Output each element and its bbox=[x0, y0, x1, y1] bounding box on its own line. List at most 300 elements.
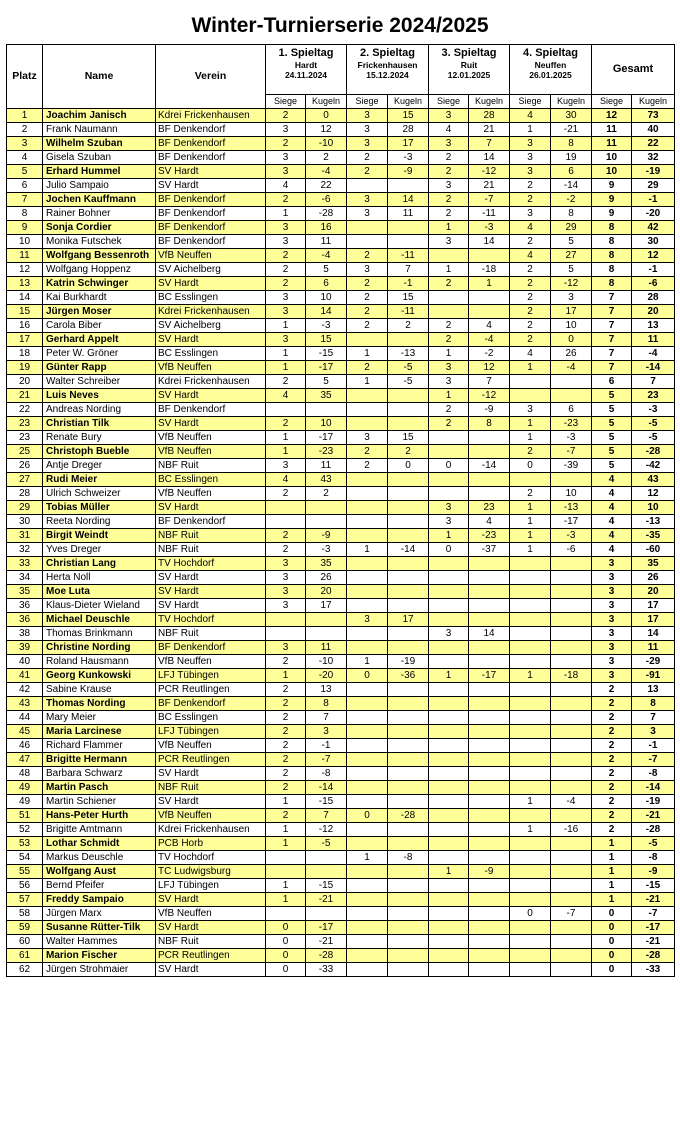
cell-day-siege bbox=[347, 823, 388, 837]
table-header bbox=[7, 45, 675, 109]
cell-day-siege: 1 bbox=[266, 893, 306, 907]
cell-verein: BC Esslingen bbox=[156, 473, 266, 487]
cell-day-kugeln: -18 bbox=[469, 263, 510, 277]
table-row bbox=[7, 781, 675, 795]
cell-total-kugeln: -5 bbox=[632, 417, 675, 431]
day-1-label: 1. Spieltag bbox=[278, 47, 334, 59]
cell-name: Birgit Weindt bbox=[43, 529, 156, 543]
cell-total-siege: 10 bbox=[592, 165, 632, 179]
cell-day-kugeln bbox=[469, 795, 510, 809]
cell-day-siege: 2 bbox=[347, 305, 388, 319]
cell-verein: VfB Neuffen bbox=[156, 431, 266, 445]
cell-verein: NBF Ruit bbox=[156, 529, 266, 543]
cell-day-kugeln bbox=[551, 697, 592, 711]
table-row bbox=[7, 949, 675, 963]
cell-day-kugeln bbox=[306, 907, 347, 921]
header-kugeln: Kugeln bbox=[469, 95, 510, 109]
cell-day-kugeln: 5 bbox=[551, 235, 592, 249]
cell-day-kugeln: -1 bbox=[388, 277, 429, 291]
cell-platz: 22 bbox=[7, 403, 43, 417]
cell-day-kugeln: 20 bbox=[306, 585, 347, 599]
cell-day-siege bbox=[347, 921, 388, 935]
cell-name: Gerhard Appelt bbox=[43, 333, 156, 347]
cell-day-kugeln: -10 bbox=[306, 655, 347, 669]
cell-day-kugeln bbox=[551, 963, 592, 977]
cell-day-kugeln: -36 bbox=[388, 669, 429, 683]
cell-day-kugeln: 12 bbox=[306, 123, 347, 137]
cell-total-siege: 3 bbox=[592, 599, 632, 613]
cell-day-siege: 3 bbox=[266, 291, 306, 305]
cell-day-siege: 2 bbox=[429, 193, 469, 207]
cell-total-siege: 5 bbox=[592, 403, 632, 417]
cell-day-siege: 2 bbox=[266, 417, 306, 431]
cell-platz: 43 bbox=[7, 697, 43, 711]
cell-name: Freddy Sampaio bbox=[43, 893, 156, 907]
cell-day-kugeln bbox=[469, 585, 510, 599]
cell-name: Sabine Krause bbox=[43, 683, 156, 697]
cell-name: Erhard Hummel bbox=[43, 165, 156, 179]
cell-day-kugeln bbox=[388, 501, 429, 515]
cell-day-siege: 1 bbox=[347, 655, 388, 669]
cell-day-kugeln: 5 bbox=[551, 263, 592, 277]
cell-verein: SV Hardt bbox=[156, 921, 266, 935]
cell-day-kugeln: -3 bbox=[551, 529, 592, 543]
cell-day-siege: 2 bbox=[510, 333, 551, 347]
header-verein: Verein bbox=[156, 45, 266, 109]
header-siege: Siege bbox=[510, 95, 551, 109]
cell-day-siege bbox=[510, 921, 551, 935]
cell-day-siege: 1 bbox=[429, 263, 469, 277]
cell-verein: SV Hardt bbox=[156, 963, 266, 977]
cell-name: Christine Nording bbox=[43, 641, 156, 655]
cell-day-siege bbox=[347, 571, 388, 585]
cell-day-siege bbox=[429, 655, 469, 669]
header-kugeln: Kugeln bbox=[388, 95, 429, 109]
cell-day-kugeln bbox=[469, 893, 510, 907]
cell-total-siege: 7 bbox=[592, 361, 632, 375]
cell-day-siege: 2 bbox=[266, 809, 306, 823]
cell-day-kugeln bbox=[388, 571, 429, 585]
header-gesamt: Gesamt bbox=[592, 45, 675, 95]
cell-total-siege: 7 bbox=[592, 291, 632, 305]
cell-day-siege bbox=[429, 921, 469, 935]
cell-day-kugeln bbox=[469, 753, 510, 767]
cell-day-siege: 0 bbox=[266, 949, 306, 963]
cell-day-siege: 3 bbox=[266, 123, 306, 137]
cell-total-kugeln: 7 bbox=[632, 711, 675, 725]
cell-name: Wolfgang Bessenroth bbox=[43, 249, 156, 263]
cell-day-siege: 2 bbox=[266, 767, 306, 781]
cell-day-siege: 3 bbox=[429, 235, 469, 249]
cell-name: Roland Hausmann bbox=[43, 655, 156, 669]
cell-name: Walter Schreiber bbox=[43, 375, 156, 389]
cell-day-siege: 1 bbox=[510, 515, 551, 529]
cell-day-siege bbox=[429, 305, 469, 319]
table-row bbox=[7, 375, 675, 389]
cell-day-kugeln: -4 bbox=[306, 249, 347, 263]
cell-total-kugeln: -91 bbox=[632, 669, 675, 683]
cell-day-siege bbox=[429, 795, 469, 809]
cell-day-kugeln: -17 bbox=[306, 431, 347, 445]
cell-day-siege: 2 bbox=[266, 109, 306, 123]
cell-day-siege: 2 bbox=[510, 193, 551, 207]
cell-verein: LFJ Tübingen bbox=[156, 669, 266, 683]
cell-total-kugeln: 23 bbox=[632, 389, 675, 403]
cell-day-kugeln bbox=[388, 907, 429, 921]
cell-day-kugeln: 10 bbox=[551, 487, 592, 501]
cell-day-siege: 3 bbox=[266, 333, 306, 347]
cell-day-kugeln bbox=[469, 879, 510, 893]
cell-day-siege: 2 bbox=[347, 291, 388, 305]
cell-total-siege: 2 bbox=[592, 697, 632, 711]
cell-day-kugeln bbox=[469, 767, 510, 781]
cell-total-kugeln: -8 bbox=[632, 851, 675, 865]
table-row bbox=[7, 291, 675, 305]
cell-day-kugeln: 28 bbox=[469, 109, 510, 123]
cell-platz: 42 bbox=[7, 683, 43, 697]
header-siege: Siege bbox=[429, 95, 469, 109]
cell-total-siege: 3 bbox=[592, 557, 632, 571]
cell-verein: SV Hardt bbox=[156, 571, 266, 585]
cell-day-siege bbox=[510, 935, 551, 949]
cell-day-siege: 1 bbox=[266, 837, 306, 851]
cell-name: Klaus-Dieter Wieland bbox=[43, 599, 156, 613]
cell-day-kugeln bbox=[388, 697, 429, 711]
cell-day-kugeln: 8 bbox=[551, 207, 592, 221]
cell-day-siege: 2 bbox=[266, 263, 306, 277]
cell-total-siege: 4 bbox=[592, 487, 632, 501]
cell-name: Thomas Nording bbox=[43, 697, 156, 711]
cell-day-kugeln: -5 bbox=[388, 375, 429, 389]
table-row bbox=[7, 809, 675, 823]
cell-day-siege: 3 bbox=[429, 109, 469, 123]
cell-verein: SV Aichelberg bbox=[156, 263, 266, 277]
cell-total-siege: 2 bbox=[592, 795, 632, 809]
cell-day-siege bbox=[429, 473, 469, 487]
cell-total-kugeln: -5 bbox=[632, 431, 675, 445]
cell-day-kugeln: 15 bbox=[388, 291, 429, 305]
cell-verein: BF Denkendorf bbox=[156, 137, 266, 151]
cell-day-kugeln bbox=[551, 893, 592, 907]
cell-day-siege: 1 bbox=[510, 417, 551, 431]
cell-day-kugeln bbox=[469, 963, 510, 977]
cell-day-siege: 3 bbox=[347, 263, 388, 277]
cell-platz: 20 bbox=[7, 375, 43, 389]
cell-day-kugeln: -12 bbox=[306, 823, 347, 837]
cell-day-kugeln: 43 bbox=[306, 473, 347, 487]
cell-day-kugeln bbox=[551, 711, 592, 725]
cell-day-siege bbox=[347, 795, 388, 809]
day-1-date: 24.11.2024 bbox=[284, 70, 328, 80]
cell-day-siege bbox=[347, 781, 388, 795]
cell-day-siege: 2 bbox=[347, 445, 388, 459]
table-row bbox=[7, 795, 675, 809]
table-row bbox=[7, 893, 675, 907]
cell-day-kugeln bbox=[469, 935, 510, 949]
cell-platz: 44 bbox=[7, 711, 43, 725]
cell-total-kugeln: -28 bbox=[632, 949, 675, 963]
cell-day-kugeln: -20 bbox=[306, 669, 347, 683]
cell-name: Lothar Schmidt bbox=[43, 837, 156, 851]
cell-platz: 36 bbox=[7, 613, 43, 627]
cell-verein: NBF Ruit bbox=[156, 781, 266, 795]
cell-total-siege: 1 bbox=[592, 879, 632, 893]
cell-day-kugeln: -8 bbox=[388, 851, 429, 865]
cell-day-kugeln: 0 bbox=[306, 109, 347, 123]
cell-day-siege: 2 bbox=[266, 487, 306, 501]
cell-verein: SV Hardt bbox=[156, 767, 266, 781]
cell-day-kugeln bbox=[469, 445, 510, 459]
cell-name: Joachim Janisch bbox=[43, 109, 156, 123]
cell-day-kugeln bbox=[469, 683, 510, 697]
cell-day-siege: 0 bbox=[429, 543, 469, 557]
cell-platz: 61 bbox=[7, 949, 43, 963]
cell-day-siege: 0 bbox=[266, 935, 306, 949]
cell-platz: 60 bbox=[7, 935, 43, 949]
cell-day-kugeln bbox=[551, 389, 592, 403]
cell-platz: 17 bbox=[7, 333, 43, 347]
cell-day-siege: 3 bbox=[347, 193, 388, 207]
cell-day-kugeln: 15 bbox=[306, 333, 347, 347]
cell-verein: Kdrei Frickenhausen bbox=[156, 375, 266, 389]
table-row bbox=[7, 571, 675, 585]
header-day-1 bbox=[266, 45, 347, 95]
cell-day-siege bbox=[347, 641, 388, 655]
table-row bbox=[7, 277, 675, 291]
cell-platz: 1 bbox=[7, 109, 43, 123]
cell-day-kugeln: -16 bbox=[551, 823, 592, 837]
cell-total-kugeln: 22 bbox=[632, 137, 675, 151]
cell-day-kugeln: 11 bbox=[388, 207, 429, 221]
cell-day-kugeln: -6 bbox=[306, 193, 347, 207]
cell-day-kugeln: -4 bbox=[551, 361, 592, 375]
cell-day-siege: 3 bbox=[266, 585, 306, 599]
cell-day-kugeln: 14 bbox=[306, 305, 347, 319]
cell-day-kugeln: 21 bbox=[469, 123, 510, 137]
cell-day-siege bbox=[429, 753, 469, 767]
cell-day-siege: 1 bbox=[347, 543, 388, 557]
cell-day-siege: 3 bbox=[266, 151, 306, 165]
cell-day-kugeln bbox=[388, 627, 429, 641]
cell-total-kugeln: -13 bbox=[632, 515, 675, 529]
cell-name: Antje Dreger bbox=[43, 459, 156, 473]
cell-platz: 10 bbox=[7, 235, 43, 249]
cell-verein: SV Hardt bbox=[156, 599, 266, 613]
cell-total-siege: 0 bbox=[592, 935, 632, 949]
cell-day-kugeln bbox=[469, 823, 510, 837]
cell-day-kugeln: -4 bbox=[469, 333, 510, 347]
cell-total-kugeln: -17 bbox=[632, 921, 675, 935]
table-row bbox=[7, 613, 675, 627]
cell-total-kugeln: 12 bbox=[632, 249, 675, 263]
table-row bbox=[7, 935, 675, 949]
cell-day-kugeln bbox=[388, 963, 429, 977]
cell-day-siege: 0 bbox=[347, 809, 388, 823]
cell-day-siege: 3 bbox=[347, 613, 388, 627]
cell-day-siege: 1 bbox=[347, 851, 388, 865]
cell-day-kugeln bbox=[551, 851, 592, 865]
cell-verein: VfB Neuffen bbox=[156, 445, 266, 459]
cell-day-siege: 2 bbox=[510, 277, 551, 291]
cell-day-kugeln: -1 bbox=[306, 739, 347, 753]
cell-day-siege bbox=[510, 753, 551, 767]
cell-day-kugeln bbox=[388, 235, 429, 249]
cell-day-siege: 2 bbox=[266, 543, 306, 557]
cell-day-kugeln: -23 bbox=[306, 445, 347, 459]
table-row bbox=[7, 753, 675, 767]
cell-platz: 31 bbox=[7, 529, 43, 543]
cell-day-siege bbox=[510, 599, 551, 613]
day-1-place: Hardt bbox=[294, 60, 318, 70]
cell-day-kugeln bbox=[306, 515, 347, 529]
cell-day-kugeln: -2 bbox=[551, 193, 592, 207]
cell-platz: 52 bbox=[7, 823, 43, 837]
table-body bbox=[7, 109, 675, 977]
cell-verein: SV Hardt bbox=[156, 585, 266, 599]
cell-verein: VfB Neuffen bbox=[156, 655, 266, 669]
table-row bbox=[7, 697, 675, 711]
cell-day-siege: 2 bbox=[347, 277, 388, 291]
cell-day-kugeln: 12 bbox=[469, 361, 510, 375]
cell-day-siege: 2 bbox=[429, 333, 469, 347]
cell-total-siege: 3 bbox=[592, 669, 632, 683]
cell-total-siege: 2 bbox=[592, 739, 632, 753]
cell-day-kugeln: -12 bbox=[551, 277, 592, 291]
cell-name: Wolfgang Hoppenz bbox=[43, 263, 156, 277]
cell-name: Renate Bury bbox=[43, 431, 156, 445]
cell-day-kugeln: 35 bbox=[306, 389, 347, 403]
cell-total-kugeln: -35 bbox=[632, 529, 675, 543]
cell-day-siege bbox=[510, 893, 551, 907]
cell-total-siege: 4 bbox=[592, 529, 632, 543]
cell-day-siege bbox=[429, 963, 469, 977]
cell-verein: BF Denkendorf bbox=[156, 235, 266, 249]
cell-total-siege: 7 bbox=[592, 319, 632, 333]
cell-verein: BC Esslingen bbox=[156, 711, 266, 725]
cell-platz: 55 bbox=[7, 865, 43, 879]
cell-day-siege: 2 bbox=[347, 361, 388, 375]
cell-day-siege bbox=[510, 571, 551, 585]
cell-day-kugeln bbox=[469, 697, 510, 711]
cell-total-kugeln: -28 bbox=[632, 445, 675, 459]
cell-day-siege: 2 bbox=[429, 207, 469, 221]
cell-day-kugeln: -17 bbox=[306, 361, 347, 375]
cell-day-siege: 2 bbox=[510, 179, 551, 193]
cell-day-siege: 2 bbox=[510, 263, 551, 277]
cell-verein: BC Esslingen bbox=[156, 291, 266, 305]
cell-name: Frank Naumann bbox=[43, 123, 156, 137]
cell-day-siege: 3 bbox=[266, 235, 306, 249]
cell-platz: 2 bbox=[7, 123, 43, 137]
header-kugeln: Kugeln bbox=[551, 95, 592, 109]
cell-total-siege: 3 bbox=[592, 571, 632, 585]
cell-platz: 16 bbox=[7, 319, 43, 333]
cell-day-siege bbox=[510, 865, 551, 879]
cell-verein: BF Denkendorf bbox=[156, 697, 266, 711]
table-row bbox=[7, 207, 675, 221]
cell-day-kugeln bbox=[388, 753, 429, 767]
cell-verein: BF Denkendorf bbox=[156, 221, 266, 235]
cell-day-siege: 3 bbox=[429, 375, 469, 389]
cell-day-siege bbox=[510, 949, 551, 963]
cell-day-siege: 1 bbox=[510, 361, 551, 375]
cell-platz: 53 bbox=[7, 837, 43, 851]
cell-day-kugeln bbox=[388, 179, 429, 193]
cell-day-kugeln bbox=[551, 753, 592, 767]
cell-total-siege: 9 bbox=[592, 179, 632, 193]
cell-day-siege bbox=[429, 851, 469, 865]
table-row bbox=[7, 963, 675, 977]
cell-day-siege: 1 bbox=[510, 543, 551, 557]
cell-name: Marion Fischer bbox=[43, 949, 156, 963]
cell-total-siege: 3 bbox=[592, 627, 632, 641]
cell-day-kugeln bbox=[551, 865, 592, 879]
cell-day-siege: 3 bbox=[266, 571, 306, 585]
cell-platz: 27 bbox=[7, 473, 43, 487]
cell-verein: VfB Neuffen bbox=[156, 739, 266, 753]
cell-verein: VfB Neuffen bbox=[156, 907, 266, 921]
cell-name: Peter W. Gröner bbox=[43, 347, 156, 361]
cell-day-kugeln bbox=[551, 879, 592, 893]
cell-name: Jürgen Strohmaier bbox=[43, 963, 156, 977]
cell-day-siege: 0 bbox=[347, 669, 388, 683]
cell-day-siege bbox=[266, 613, 306, 627]
cell-day-kugeln bbox=[388, 417, 429, 431]
cell-total-siege: 8 bbox=[592, 263, 632, 277]
cell-total-kugeln: 7 bbox=[632, 375, 675, 389]
cell-name: Sonja Cordier bbox=[43, 221, 156, 235]
cell-total-kugeln: -9 bbox=[632, 865, 675, 879]
cell-day-kugeln: -14 bbox=[306, 781, 347, 795]
cell-day-siege bbox=[347, 767, 388, 781]
cell-day-siege: 3 bbox=[510, 165, 551, 179]
cell-name: Maria Larcinese bbox=[43, 725, 156, 739]
table-row bbox=[7, 403, 675, 417]
cell-day-kugeln bbox=[388, 795, 429, 809]
cell-total-siege: 3 bbox=[592, 613, 632, 627]
cell-verein: TV Hochdorf bbox=[156, 613, 266, 627]
cell-day-siege bbox=[347, 221, 388, 235]
cell-day-kugeln bbox=[551, 571, 592, 585]
cell-day-kugeln: 8 bbox=[551, 137, 592, 151]
cell-day-siege: 4 bbox=[266, 473, 306, 487]
cell-day-siege bbox=[347, 949, 388, 963]
cell-verein: Kdrei Frickenhausen bbox=[156, 823, 266, 837]
cell-day-siege bbox=[347, 585, 388, 599]
cell-verein: NBF Ruit bbox=[156, 935, 266, 949]
cell-platz: 39 bbox=[7, 641, 43, 655]
cell-total-siege: 4 bbox=[592, 515, 632, 529]
cell-total-siege: 2 bbox=[592, 725, 632, 739]
cell-day-kugeln: 11 bbox=[306, 235, 347, 249]
cell-verein: BF Denkendorf bbox=[156, 641, 266, 655]
cell-day-kugeln bbox=[469, 921, 510, 935]
cell-day-siege: 2 bbox=[266, 277, 306, 291]
cell-verein: SV Aichelberg bbox=[156, 319, 266, 333]
cell-total-siege: 1 bbox=[592, 837, 632, 851]
cell-day-kugeln bbox=[388, 921, 429, 935]
cell-total-kugeln: -6 bbox=[632, 277, 675, 291]
cell-day-kugeln: 6 bbox=[551, 403, 592, 417]
cell-day-kugeln bbox=[388, 879, 429, 893]
cell-day-kugeln bbox=[469, 949, 510, 963]
cell-day-siege: 3 bbox=[510, 403, 551, 417]
cell-day-kugeln: -9 bbox=[388, 165, 429, 179]
cell-day-kugeln: 5 bbox=[306, 375, 347, 389]
cell-day-kugeln: 29 bbox=[551, 221, 592, 235]
cell-day-kugeln: -11 bbox=[388, 249, 429, 263]
cell-day-kugeln bbox=[469, 837, 510, 851]
